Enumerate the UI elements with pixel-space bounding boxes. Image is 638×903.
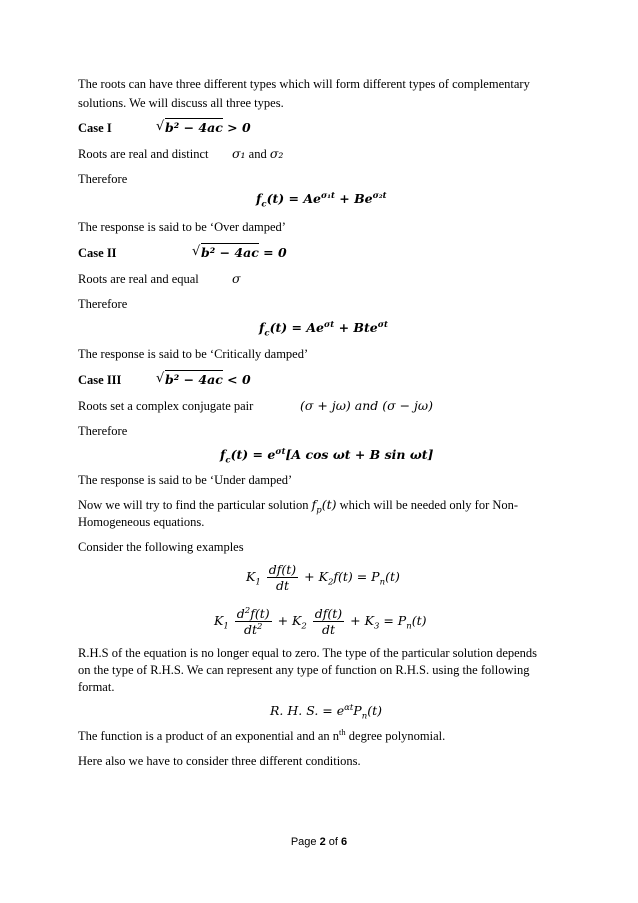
example-equation-1: $K_1$ $\frac{df(t)}{dt}$ + $K_2f(t) = P_n(t)$ — [246, 562, 400, 593]
footer-of-word: of — [328, 836, 338, 848]
case-3-radicand: b² − 4ac — [165, 372, 223, 387]
case-1-heading — [78, 120, 112, 136]
case-3-label: Case III — [78, 373, 122, 387]
footer-total-pages: 6 — [341, 836, 348, 848]
case-2-roots-text: Roots are real and equal — [78, 272, 199, 286]
page-footer — [0, 836, 638, 848]
case-2-relation: = 0 — [258, 245, 287, 260]
function-text-a: The function is a product of an exponential and an n — [78, 729, 340, 743]
case-1-therefore: Therefore — [78, 172, 128, 186]
paragraph-conditions: Here also we have to consider three different conditions. — [78, 754, 361, 768]
case-2-label: Case II — [78, 246, 117, 260]
paragraph-rhs-line-2: on the type of R.H.S. We can represent any type of function on R.H.S. using the following — [78, 663, 530, 677]
case-1-label: Case I — [78, 121, 112, 135]
case-3-therefore: Therefore — [78, 424, 128, 438]
paragraph-particular-line-1 — [78, 497, 519, 516]
case-3-relation: < 0 — [222, 372, 251, 387]
paragraph-rhs-line-3: format. — [78, 680, 115, 694]
particular-math: $f_p(t)$ — [311, 497, 337, 516]
case-1-equation: $f_c(t) = Ae^{\sigma_1t} + Be^{\sigma_2t}$ — [256, 190, 387, 210]
paragraph-particular-line-2: Homogeneous equations. — [78, 515, 205, 529]
case-2-radicand: b² − 4ac — [201, 245, 259, 260]
case-1-condition — [156, 120, 251, 136]
case-1-root-b: σ₂ — [269, 146, 284, 161]
case-2-condition — [192, 245, 287, 261]
case-1-roots-text: Roots are real and distinct — [78, 147, 209, 161]
paragraph-intro-line-2: solutions. We will discuss all three types. — [78, 96, 284, 110]
case-1-relation: > 0 — [222, 120, 251, 135]
case-3-roots-math: (σ + jω) and (σ − jω) — [300, 398, 434, 413]
paragraph-consider: Consider the following examples — [78, 540, 244, 554]
paragraph-function — [78, 728, 445, 744]
function-superscript: th — [339, 726, 346, 737]
case-3-condition — [156, 372, 251, 388]
case-3-response: The response is said to be ‘Under damped’ — [78, 473, 293, 487]
case-1-roots-math — [232, 146, 283, 162]
case-2-roots-math: σ — [232, 271, 241, 286]
case-1-root-a: σ₁ — [232, 146, 246, 161]
paragraph-rhs-line-1: R.H.S of the equation is no longer equal to zero. The type of the particular solution depends — [78, 646, 538, 660]
case-1-radicand: b² − 4ac — [165, 120, 223, 135]
case-1-response: The response is said to be ‘Over damped’ — [78, 220, 286, 234]
case-2-sqrt — [192, 245, 259, 261]
case-3-roots-text: Roots set a complex conjugate pair — [78, 399, 254, 413]
case-2-heading — [78, 245, 117, 261]
rhs-equation: R. H. S. = $e^{\alpha t}P_n(t)$ — [270, 702, 382, 722]
case-1-roots-and: and — [248, 147, 267, 161]
case-2-therefore: Therefore — [78, 297, 128, 311]
paragraph-intro-line-1: The roots can have three different types which will form different types of complementary — [78, 77, 530, 91]
case-2-equation: $f_c(t) = Ae^{\sigma t} + Bte^{\sigma t}$ — [259, 319, 388, 339]
particular-text-a: Now we will try to find the particular solution — [78, 498, 309, 512]
function-text-b: degree polynomial. — [345, 729, 446, 743]
case-3-sqrt — [156, 372, 223, 388]
case-3-heading — [78, 372, 121, 388]
case-2-response: The response is said to be ‘Critically damped’ — [78, 347, 309, 361]
case-1-sqrt — [156, 120, 223, 136]
case-3-equation: $f_c(t) = e^{\sigma t}[A$ cos ωt + B sin ωt] — [220, 446, 434, 466]
footer-page-word: Page — [290, 836, 317, 848]
example-equation-2: $K_1$ $\frac{d^2f(t)}{dt^2}$ + $K_2$ $\frac{df(t)}{dt}$ + $K_3 = P_n(t)$ — [214, 605, 427, 637]
footer-current-page: 2 — [319, 836, 326, 848]
particular-text-b: which will be needed only for Non- — [339, 498, 519, 512]
